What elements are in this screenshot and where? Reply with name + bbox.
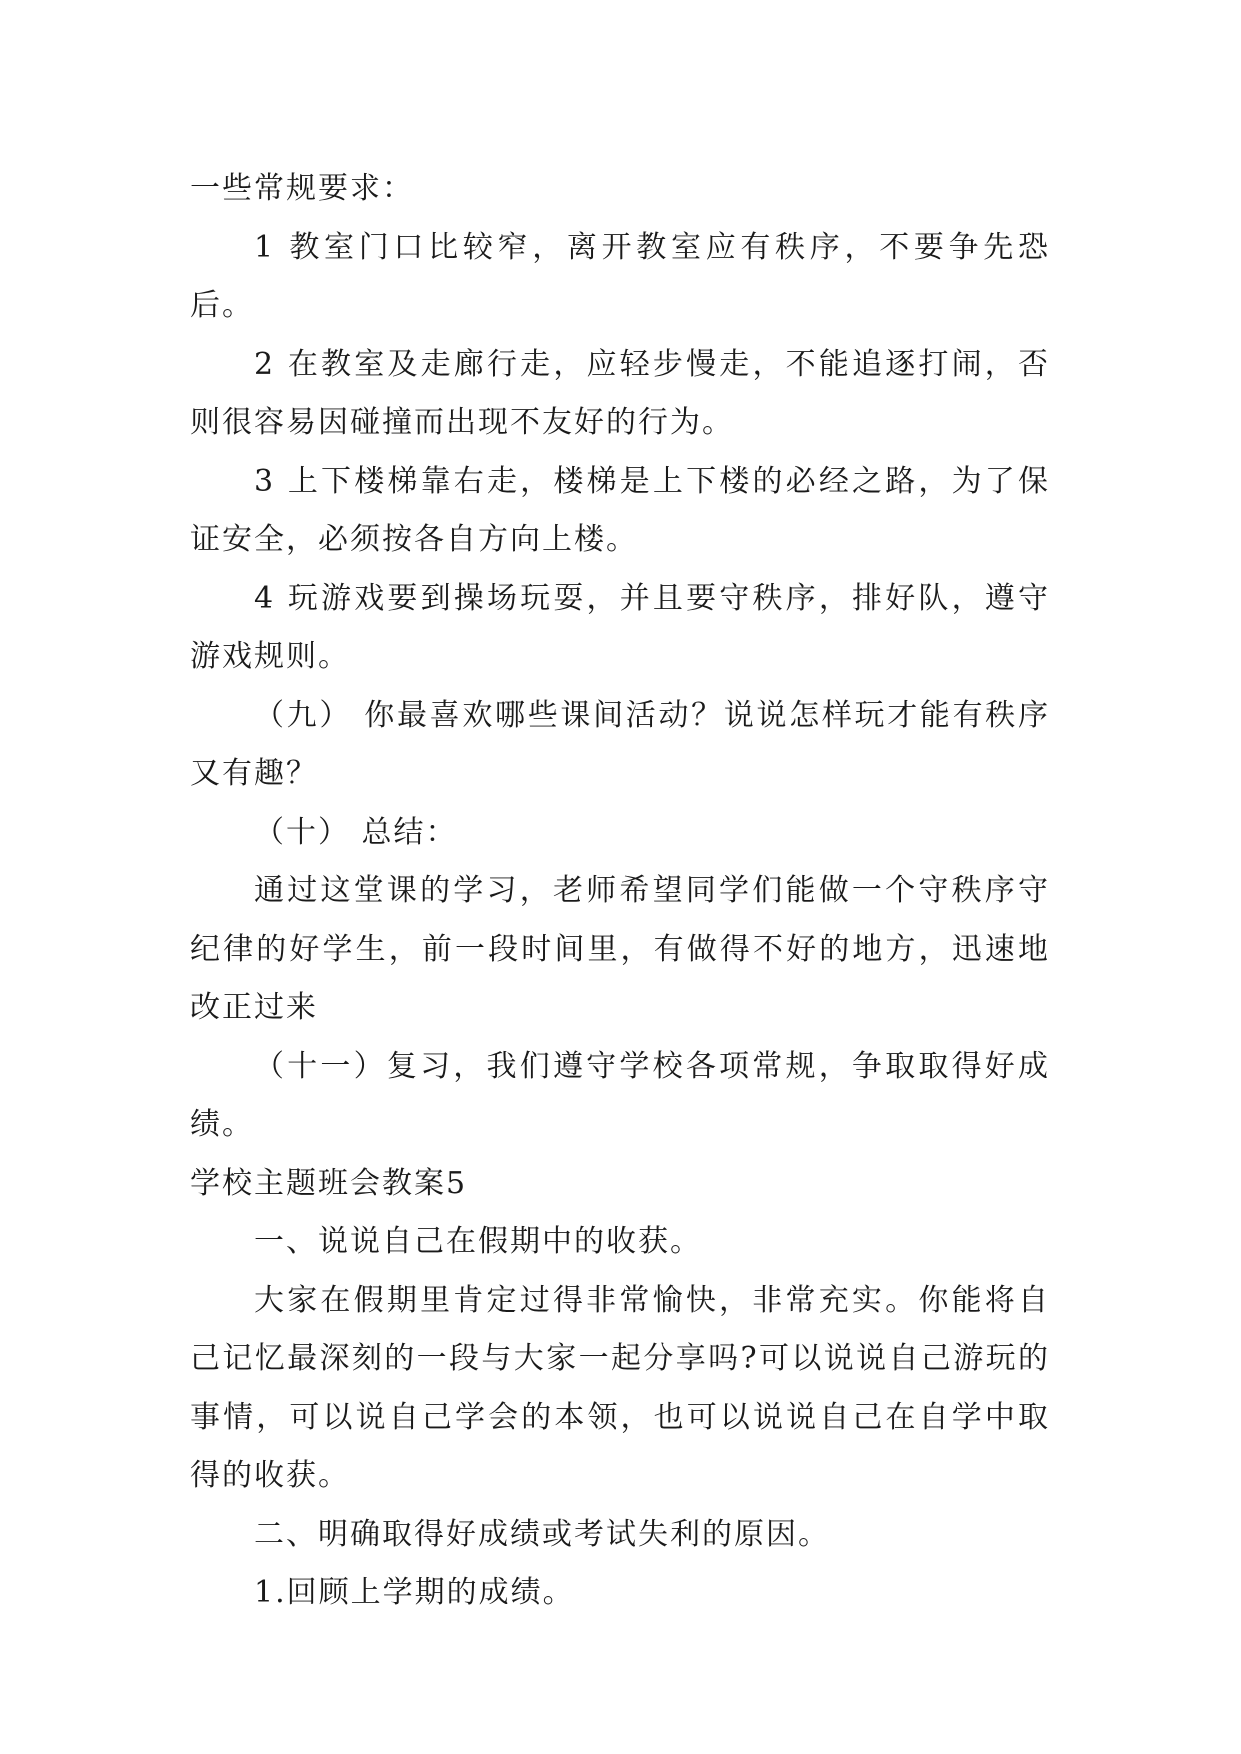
paragraph-rule-2: 2 在教室及走廊行走，应轻步慢走，不能追逐打闹，否则很容易因碰撞而出现不友好的行为。 <box>190 346 1050 440</box>
paragraph-rule-3: 3 上下楼梯靠右走，楼梯是上下楼的必经之路，为了保证安全，必须按各自方向上楼。 <box>190 463 1050 557</box>
document-page <box>190 160 1050 1623</box>
paragraph-holiday-sharing: 大家在假期里肯定过得非常愉快，非常充实。你能将自己记忆最深刻的一段与大家一起分享吗?可以说说自己游玩的事情，可以说自己学会的本领，也可以说说自己在自学中取得的收获。 <box>190 1282 1050 1493</box>
paragraph-routine-intro: 一些常规要求： <box>190 171 414 206</box>
paragraph-part-1-heading: 一、说说自己在假期中的收获。 <box>254 1224 702 1259</box>
paragraph-part-2-heading: 二、明确取得好成绩或考试失利的原因。 <box>254 1516 830 1552</box>
paragraph-review-grades: 1.回顾上学期的成绩。 <box>254 1575 575 1610</box>
paragraph-section-9: （九） 你最喜欢哪些课间活动？说说怎样玩才能有秩序又有趣？ <box>190 697 1050 791</box>
section-heading-plan-5: 学校主题班会教案5 <box>190 1165 468 1201</box>
paragraph-section-11: （十一）复习，我们遵守学校各项常规，争取取得好成绩。 <box>190 1048 1050 1142</box>
paragraph-rule-4: 4 玩游戏要到操场玩耍，并且要守秩序，排好队，遵守游戏规则。 <box>190 580 1050 674</box>
paragraph-summary: 通过这堂课的学习，老师希望同学们能做一个守秩序守纪律的好学生，前一段时间里，有做得不好的地方，迅速地改正过来 <box>190 873 1050 1025</box>
paragraph-rule-1: 1 教室门口比较窄，离开教室应有秩序，不要争先恐后。 <box>190 229 1050 323</box>
paragraph-section-10: （十） 总结： <box>254 814 458 850</box>
